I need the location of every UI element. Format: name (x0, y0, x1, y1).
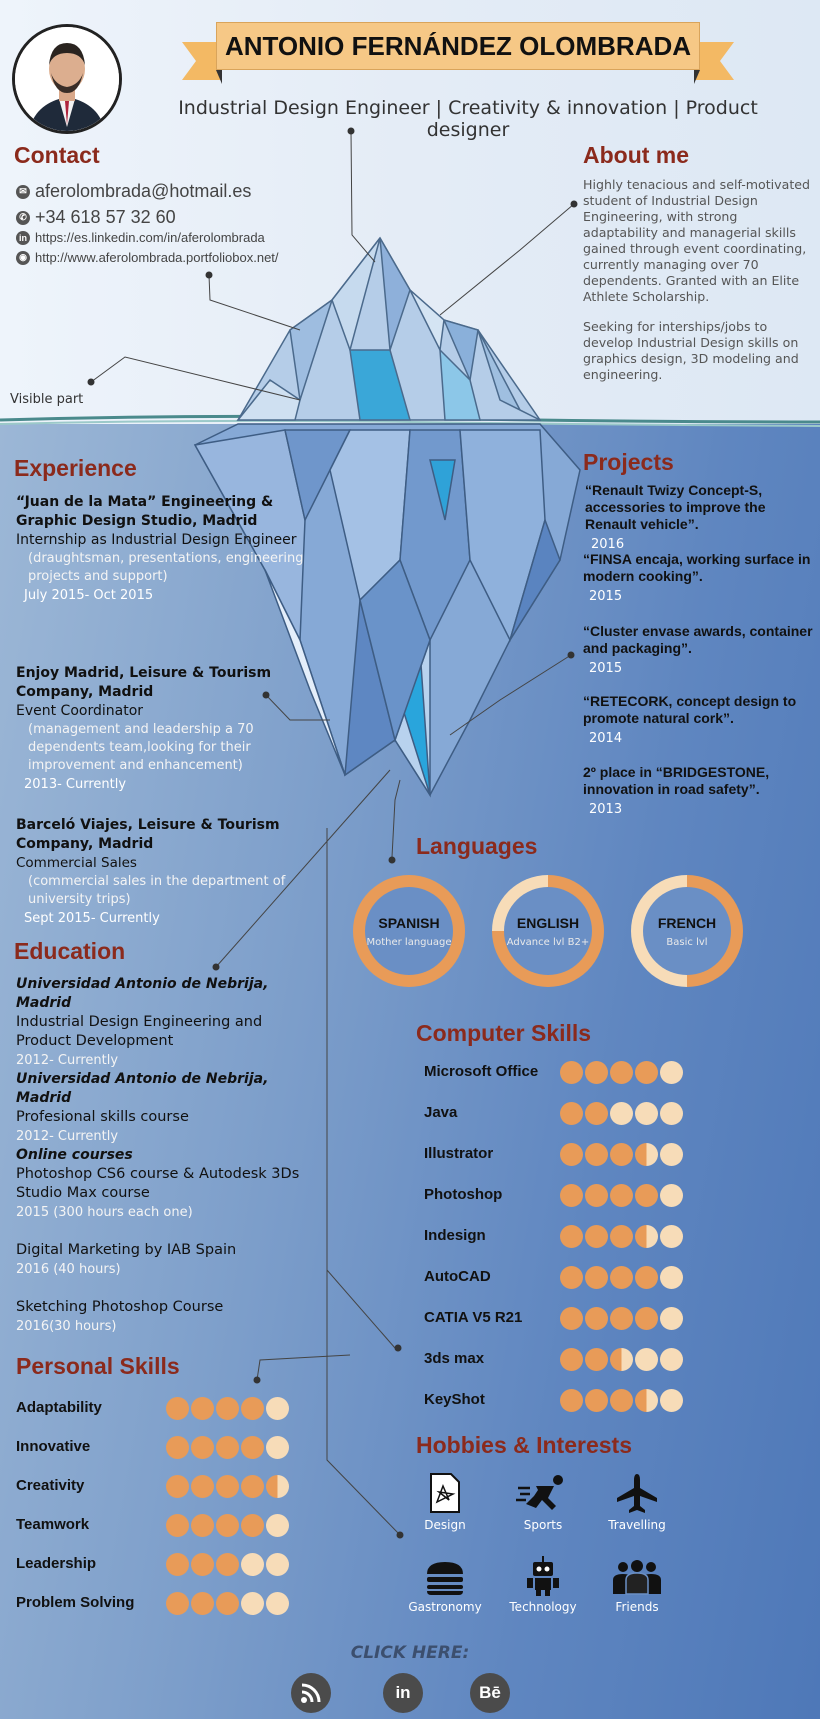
rating-dot (610, 1102, 633, 1125)
computer-skill-rating (560, 1184, 683, 1207)
experience-role: Commercial Sales (16, 855, 137, 871)
education-course: Photoshop CS6 course & Autodesk 3Ds Studio Max course (16, 1166, 300, 1201)
rating-dot (585, 1102, 608, 1125)
rating-dot (660, 1225, 683, 1248)
education-item (16, 1298, 306, 1336)
rating-dot (635, 1348, 658, 1371)
hobby-technology (498, 1556, 588, 1614)
contact-portfolio[interactable]: ◉ http://www.aferolombrada.portfoliobox.net/ (16, 250, 279, 265)
rating-dot (585, 1225, 608, 1248)
personal-skill-name: Innovative (16, 1438, 91, 1455)
personal-skill-row (16, 1477, 84, 1494)
rating-dot (266, 1592, 289, 1615)
personal-skill-rating (166, 1436, 289, 1459)
experience-dates: July 2015- Oct 2015 (24, 588, 154, 603)
rating-dot (660, 1348, 683, 1371)
rating-dot (241, 1397, 264, 1420)
rating-dot (610, 1266, 633, 1289)
visible-part-label: Visible part (10, 392, 84, 407)
rating-dot (166, 1592, 189, 1615)
computer-skill-rating (560, 1266, 683, 1289)
envelope-icon: ✉ (16, 185, 30, 199)
language-name: FRENCH (657, 914, 717, 931)
personal-skill-row (16, 1399, 102, 1416)
experience-desc: (management and leadership a 70 dependents team,looking for their improvement and enhancement) (28, 722, 254, 773)
personal-skill-rating (166, 1592, 289, 1615)
experience-role: Internship as Industrial Design Engineer (16, 532, 297, 548)
personal-skill-name: Creativity (16, 1477, 85, 1494)
education-dates: 2016(30 hours) (16, 1319, 117, 1334)
rating-dot (166, 1514, 189, 1537)
education-course: Industrial Design Engineering and Product Development (16, 1014, 263, 1049)
profile-photo (15, 27, 119, 131)
rating-dot (216, 1475, 239, 1498)
experience-role: Event Coordinator (16, 703, 144, 719)
hobby-label: Friends (615, 1600, 659, 1614)
experience-item (16, 816, 306, 928)
language-name: SPANISH (378, 914, 440, 931)
project-year: 2015 (589, 661, 623, 676)
rating-dot (560, 1266, 583, 1289)
project-year: 2014 (589, 731, 623, 746)
rating-dot (610, 1225, 633, 1248)
hobby-label: Technology (509, 1600, 577, 1614)
computer-skill-name: KeyShot (424, 1391, 485, 1408)
click-here-label: CLICK HERE: (350, 1643, 470, 1663)
experience-company: “Juan de la Mata” Engineering & Graphic Design Studio, Madrid (16, 494, 274, 529)
hobby-design (400, 1472, 490, 1532)
rating-dot (266, 1436, 289, 1459)
computer-skill-name: Illustrator (424, 1145, 494, 1162)
computer-skill-rating (560, 1061, 683, 1084)
rating-dot (610, 1307, 633, 1330)
about-paragraph: Highly tenacious and self-motivated student of Industrial Design Engineering, with strong adaptability and managerial skills gained through event coordinating, currently managing over 70 dependents. Granted with an Elite Athlete Scholarship. (583, 177, 811, 304)
experience-dates: Sept 2015- Currently (24, 911, 160, 926)
language-level: Mother language (366, 936, 452, 948)
rating-dot (660, 1266, 683, 1289)
language-level: Basic lvl (666, 936, 708, 948)
computer-skill-rating (560, 1102, 683, 1125)
education-school: Universidad Antonio de Nebrija, Madrid (16, 976, 269, 1011)
rating-dot (191, 1553, 214, 1576)
language-ring (353, 875, 465, 987)
computer-skill-row (424, 1350, 484, 1367)
project-year: 2013 (589, 802, 623, 817)
rating-dot (635, 1266, 658, 1289)
education-title: Education (14, 938, 126, 964)
education-item (16, 1146, 306, 1222)
rating-dot (660, 1143, 683, 1166)
rating-dot (585, 1061, 608, 1084)
rating-dot (585, 1143, 608, 1166)
personal-skills-title: Personal Skills (16, 1353, 180, 1379)
hobby-travelling (592, 1472, 682, 1532)
languages-title: Languages (416, 833, 538, 859)
rating-dot (635, 1225, 658, 1248)
rating-dot (660, 1102, 683, 1125)
rating-dot (166, 1397, 189, 1420)
education-item (16, 1070, 306, 1146)
education-item (16, 1241, 306, 1279)
personal-skill-rating (166, 1475, 289, 1498)
computer-skill-row (424, 1063, 538, 1080)
personal-skill-row (16, 1438, 90, 1455)
rating-dot (660, 1184, 683, 1207)
rating-dot (560, 1061, 583, 1084)
education-course: Sketching Photoshop Course (16, 1299, 224, 1315)
project-title: “Renault Twizy Concept-S, accessories to improve the Renault vehicle”. (585, 482, 766, 532)
rating-dot (216, 1514, 239, 1537)
computer-skill-row (424, 1268, 491, 1285)
rating-dot (635, 1389, 658, 1412)
rating-dot (266, 1397, 289, 1420)
personal-skill-name: Teamwork (16, 1516, 90, 1533)
linkedin-icon: in (395, 1683, 411, 1702)
project-item (583, 551, 818, 605)
experience-title: Experience (14, 455, 137, 481)
project-item (585, 482, 820, 553)
education-dates: 2012- Currently (16, 1129, 119, 1144)
rating-dot (191, 1514, 214, 1537)
computer-skill-row (424, 1391, 485, 1408)
personal-skill-name: Problem Solving (16, 1594, 135, 1611)
computer-skill-name: 3ds max (424, 1350, 485, 1367)
friends-icon (611, 1560, 663, 1596)
computer-skill-name: Java (424, 1104, 458, 1121)
contact-phone[interactable]: ✆ +34 618 57 32 60 (16, 207, 176, 228)
rating-dot (560, 1389, 583, 1412)
rating-dot (560, 1184, 583, 1207)
rss-link-button[interactable] (291, 1673, 331, 1713)
personal-skill-row (16, 1555, 96, 1572)
personal-skill-name: Leadership (16, 1555, 97, 1572)
rating-dot (560, 1225, 583, 1248)
rating-dot (610, 1061, 633, 1084)
rating-dot (585, 1307, 608, 1330)
rating-dot (660, 1061, 683, 1084)
experience-item (16, 493, 306, 605)
contact-linkedin[interactable]: in https://es.linkedin.com/in/aferolombrada (16, 230, 265, 245)
computer-skill-name: CATIA V5 R21 (424, 1309, 523, 1326)
avatar (12, 24, 122, 134)
rating-dot (635, 1143, 658, 1166)
behance-link-button[interactable] (470, 1673, 510, 1713)
language-name: ENGLISH (516, 914, 580, 931)
rating-dot (560, 1348, 583, 1371)
hobbies-title: Hobbies & Interests (416, 1432, 632, 1458)
rating-dot (660, 1389, 683, 1412)
experience-company: Barceló Viajes, Leisure & Tourism Company, Madrid (16, 817, 280, 852)
rating-dot (166, 1436, 189, 1459)
computer-skill-row (424, 1309, 522, 1326)
about-objective: Seeking for interships/jobs to develop Industrial Design skills on graphics design, 3D modeling and engineering. (583, 319, 799, 382)
computer-skill-row (424, 1145, 493, 1162)
education-item (16, 975, 306, 1070)
rating-dot (216, 1592, 239, 1615)
computer-skill-name: Indesign (424, 1227, 486, 1244)
education-dates: 2015 (300 hours each one) (16, 1205, 193, 1220)
rating-dot (166, 1475, 189, 1498)
rating-dot (191, 1592, 214, 1615)
education-dates: 2016 (40 hours) (16, 1262, 121, 1277)
rating-dot (216, 1436, 239, 1459)
project-title: “Cluster envase awards, container and packaging”. (583, 623, 813, 656)
rating-dot (635, 1307, 658, 1330)
projects-title: Projects (583, 449, 674, 475)
rating-dot (560, 1307, 583, 1330)
personal-skill-rating (166, 1553, 289, 1576)
ribbon-right-tail (694, 40, 734, 84)
computer-skill-name: AutoCAD (424, 1268, 491, 1285)
education-course: Digital Marketing by IAB Spain (16, 1242, 237, 1258)
rating-dot (635, 1102, 658, 1125)
project-title: 2º place in “BRIDGESTONE, innovation in road safety”. (583, 764, 770, 797)
rss-icon (300, 1682, 322, 1704)
project-item (583, 764, 818, 818)
linkedin-icon: in (16, 231, 30, 245)
computer-skill-rating (560, 1389, 683, 1412)
rating-dot (266, 1553, 289, 1576)
project-title: “RETECORK, concept design to promote natural cork”. (583, 693, 797, 726)
design-icon (427, 1472, 463, 1514)
project-title: “FINSA encaja, working surface in modern cooking”. (583, 551, 811, 584)
robot-icon (523, 1556, 563, 1596)
hobby-label: Sports (523, 1518, 563, 1532)
experience-company: Enjoy Madrid, Leisure & Tourism Company, Madrid (16, 665, 272, 700)
hobby-friends (592, 1560, 682, 1614)
project-item (583, 693, 818, 747)
airplane-icon (615, 1472, 659, 1514)
computer-skill-name: Microsoft Office (424, 1063, 539, 1080)
rating-dot (635, 1184, 658, 1207)
rating-dot (610, 1184, 633, 1207)
project-year: 2016 (591, 537, 625, 552)
computer-skill-rating (560, 1143, 683, 1166)
experience-desc: (draughtsman, presentations, engineering projects and support) (28, 551, 304, 584)
linkedin-link-button[interactable] (383, 1673, 423, 1713)
personal-skill-rating (166, 1514, 289, 1537)
computer-skill-rating (560, 1225, 683, 1248)
rating-dot (610, 1348, 633, 1371)
computer-skills-title: Computer Skills (416, 1020, 592, 1046)
rating-dot (266, 1475, 289, 1498)
personal-skill-row (16, 1516, 89, 1533)
rating-dot (216, 1553, 239, 1576)
hobby-gastronomy (400, 1560, 490, 1614)
hobby-label: Design (424, 1518, 466, 1532)
sports-icon (516, 1474, 570, 1514)
rating-dot (266, 1514, 289, 1537)
rating-dot (585, 1348, 608, 1371)
project-year: 2015 (589, 589, 623, 604)
experience-desc: (commercial sales in the department of university trips) (28, 874, 286, 907)
rating-dot (241, 1475, 264, 1498)
language-level: Advance lvl B2+ (506, 936, 590, 948)
hobby-label: Gastronomy (408, 1600, 482, 1614)
project-item (583, 623, 818, 677)
education-school: Online courses (16, 1147, 133, 1163)
personal-skill-name: Adaptability (16, 1399, 102, 1416)
computer-skill-rating (560, 1307, 683, 1330)
education-dates: 2012- Currently (16, 1053, 119, 1068)
computer-skill-row (424, 1104, 457, 1121)
personal-skill-rating (166, 1397, 289, 1420)
rating-dot (560, 1143, 583, 1166)
rating-dot (585, 1389, 608, 1412)
about-title: About me (583, 142, 690, 168)
experience-dates: 2013- Currently (24, 777, 127, 792)
hobby-sports (498, 1474, 588, 1532)
computer-skill-rating (560, 1348, 683, 1371)
contact-email[interactable]: ✉ aferolombrada@hotmail.es (16, 181, 251, 202)
rating-dot (610, 1143, 633, 1166)
personal-skill-row (16, 1594, 134, 1611)
rating-dot (191, 1475, 214, 1498)
rating-dot (610, 1389, 633, 1412)
rating-dot (191, 1397, 214, 1420)
rating-dot (660, 1307, 683, 1330)
experience-item (16, 664, 306, 794)
contact-title: Contact (14, 142, 100, 168)
rating-dot (241, 1553, 264, 1576)
computer-skill-name: Photoshop (424, 1186, 503, 1203)
education-course: Profesional skills course (16, 1109, 189, 1125)
tagline: Industrial Design Engineer | Creativity & innovation | Product designer (178, 97, 758, 141)
phone-icon: ✆ (16, 211, 30, 225)
rating-dot (191, 1436, 214, 1459)
full-name: ANTONIO FERNÁNDEZ OLOMBRADA (224, 31, 692, 61)
rating-dot (585, 1266, 608, 1289)
behance-icon: Bē (479, 1683, 501, 1702)
burger-icon (425, 1560, 465, 1596)
rating-dot (166, 1553, 189, 1576)
rating-dot (635, 1061, 658, 1084)
rating-dot (585, 1184, 608, 1207)
rating-dot (560, 1102, 583, 1125)
rss-icon: ◉ (16, 251, 30, 265)
language-ring (631, 875, 743, 987)
computer-skill-row (424, 1227, 486, 1244)
rating-dot (216, 1397, 239, 1420)
rating-dot (241, 1436, 264, 1459)
rating-dot (241, 1514, 264, 1537)
computer-skill-row (424, 1186, 502, 1203)
language-ring (492, 875, 604, 987)
rating-dot (241, 1592, 264, 1615)
education-school: Universidad Antonio de Nebrija, Madrid (16, 1071, 269, 1106)
hobby-label: Travelling (608, 1518, 666, 1532)
